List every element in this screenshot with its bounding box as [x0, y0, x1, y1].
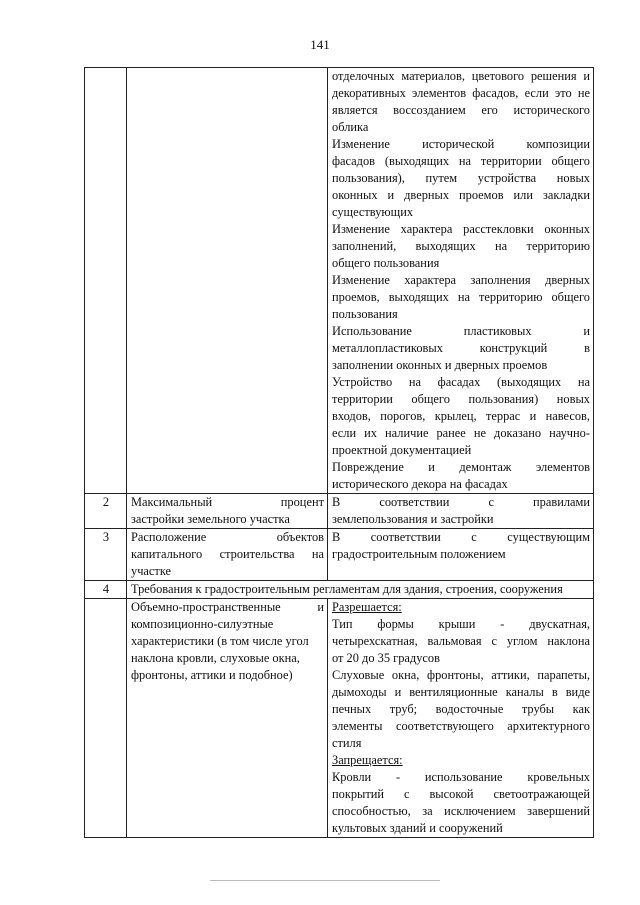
text-line: общего пользования: [332, 256, 440, 270]
row-number-cell: 3: [85, 529, 127, 581]
text-line: застройки земельного участка: [131, 512, 290, 526]
text-line: входов, порогов, крылец, террас и навесов,: [332, 409, 590, 423]
row-number-cell: [85, 599, 127, 838]
text-line: участке: [131, 564, 172, 578]
text-line: заполнений, выходящих на территорию: [332, 239, 590, 253]
parameter-cell: [127, 68, 328, 494]
text-line: стиля: [332, 736, 362, 750]
table-row: [85, 529, 594, 581]
text-line: от 20 до 35 градусов: [332, 651, 440, 665]
text-line: землепользования и застройки: [332, 512, 494, 526]
text-line: пользования), путем устройства новых: [332, 171, 590, 185]
requirement-cell: [328, 68, 594, 494]
text-line: четырехскатная, вальмовая с углом наклона: [332, 634, 590, 648]
regulations-table: [84, 67, 594, 838]
text-line: существующих: [332, 205, 414, 219]
parameter-cell: [127, 529, 328, 581]
text-line: дымоходы и вентиляционные каналы в виде: [332, 685, 590, 699]
text-line: культовых зданий и сооружений: [332, 821, 503, 835]
table-row: [85, 599, 594, 838]
table-row: [85, 68, 594, 494]
text-line: градостроительным положением: [332, 547, 506, 561]
text-line: если их наличие ранее не доказано научно-: [332, 426, 590, 440]
text-line: покрытий с высокой светоотражающей: [332, 787, 590, 801]
text-line: капитального строительства на: [131, 547, 324, 561]
text-line: фронтоны, аттики и подобное): [131, 668, 293, 682]
requirement-cell: [328, 599, 594, 838]
text-line: Повреждение и демонтаж элементов: [332, 460, 590, 474]
text-line: проемов, выходящих на территорию общего: [332, 290, 590, 304]
text-line: печных труб; водосточные трубы как: [332, 702, 590, 716]
text-line: является воссозданием его исторического: [332, 103, 590, 117]
section-heading: Требования к градостроительным регламентам для здания, строения, сооружения: [127, 581, 594, 599]
text-line: Изменение исторической композиции: [332, 137, 590, 151]
text-line: Расположение объектов: [131, 530, 324, 544]
text-line: исторического декора на фасадах: [332, 477, 508, 491]
text-line: способностью, за исключением завершений: [332, 804, 590, 818]
text-line: пользования: [332, 307, 398, 321]
requirement-cell: [328, 529, 594, 581]
text-line: декоративных элементов фасадов, если это не: [332, 86, 590, 100]
text-line: наклона кровли, слуховые окна,: [131, 651, 300, 665]
text-line: характеристики (в том числе угол: [131, 634, 309, 648]
text-line: металлопластиковых конструкций в: [332, 341, 590, 355]
requirement-cell: [328, 494, 594, 529]
text-line: Тип формы крыши - двускатная,: [332, 617, 590, 631]
row-number-cell: 2: [85, 494, 127, 529]
text-line: Использование пластиковых и: [332, 324, 590, 338]
row-number-cell: [85, 68, 127, 494]
page-bottom-rule: [210, 880, 440, 881]
parameter-cell: [127, 494, 328, 529]
text-line: В соответствии с правилами: [332, 495, 590, 509]
text-line: В соответствии с существующим: [332, 530, 590, 544]
text-line: композиционно-силуэтные: [131, 617, 274, 631]
text-line: Изменение характера расстекловки оконных: [332, 222, 590, 236]
table-row: [85, 581, 594, 599]
text-line: территории общего пользования) новых: [332, 392, 590, 406]
text-line: Изменение характера заполнения дверных: [332, 273, 590, 287]
page-number: 141: [310, 37, 330, 52]
text-line: Слуховые окна, фронтоны, аттики, парапеты,: [332, 668, 590, 682]
text-line: оконных и дверных проемов или закладки: [332, 188, 590, 202]
text-line: заполнении оконных и дверных проемов: [332, 358, 548, 372]
row-number-cell: 4: [85, 581, 127, 599]
text-line: Объемно-пространственные и: [131, 600, 324, 614]
text-line: отделочных материалов, цветового решения и: [332, 69, 590, 83]
text-line: фасадов (выходящих на территории общего: [332, 154, 590, 168]
parameter-cell: [127, 599, 328, 838]
text-line: Максимальный процент: [131, 495, 324, 509]
text-line: облика: [332, 120, 369, 134]
text-line: проектной документацией: [332, 443, 472, 457]
table-row: [85, 494, 594, 529]
text-line: Кровли - использование кровельных: [332, 770, 590, 784]
text-line: Устройство на фасадах (выходящих на: [332, 375, 590, 389]
text-line: элементы соответствующего архитектурного: [332, 719, 590, 733]
forbidden-heading: Запрещается:: [332, 753, 403, 767]
allowed-heading: Разрешается:: [332, 600, 402, 614]
